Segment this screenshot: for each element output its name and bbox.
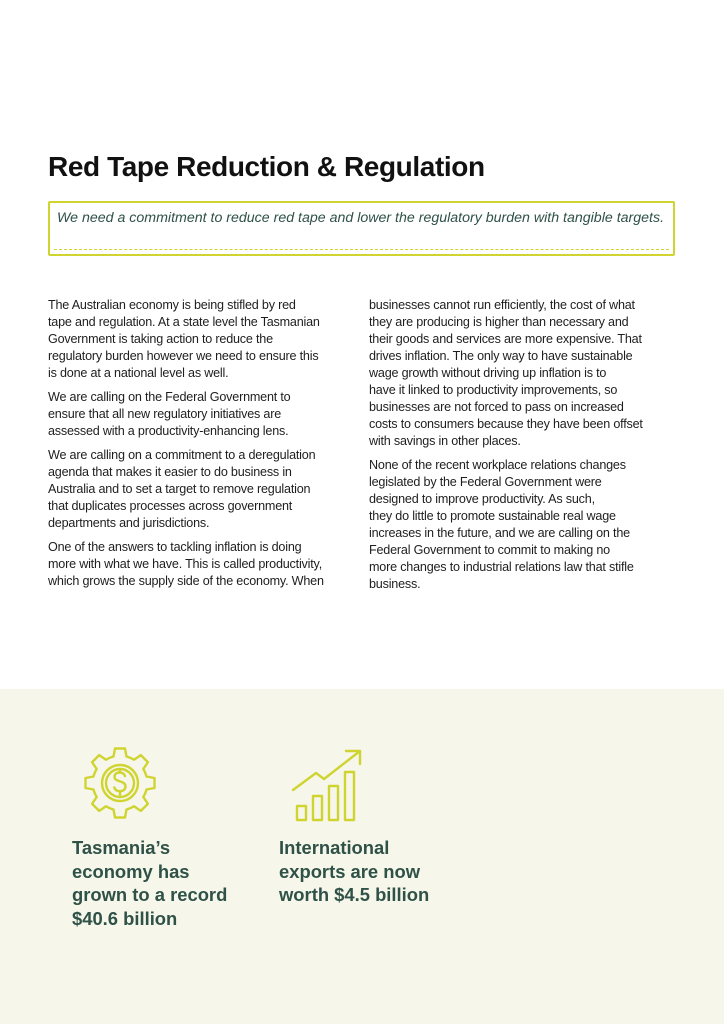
stat-exports <box>279 836 429 907</box>
stat-line: exports are now <box>279 860 421 882</box>
stat-line: $40.6 billion <box>72 907 178 929</box>
text-line: designed to improve productivity. As such, <box>369 492 595 506</box>
stat-line: Tasmania’s <box>72 837 171 858</box>
text-line: with savings in other places. <box>369 434 521 448</box>
page-title: Red Tape Reduction & Regulation <box>48 151 485 182</box>
text-line: ensure that all new regulatory initiatives are <box>48 407 282 421</box>
text-line: legislated by the Federal Government were <box>369 475 602 489</box>
text-line: is done at a national level as well. <box>48 366 229 380</box>
text-line: increases in the future, and we are calling on the <box>369 526 630 540</box>
callout-box <box>48 201 675 256</box>
growth-chart-icon <box>290 748 366 824</box>
text-line: they are producing is higher than necessary and <box>369 315 629 329</box>
text-line: Government is taking action to reduce the <box>48 332 273 346</box>
text-line: costs to consumers because they have been offset <box>369 417 643 431</box>
text-line: regulatory burden however we need to ensure this <box>48 349 319 363</box>
text-line: business. <box>369 577 421 591</box>
text-line: agenda that makes it easier to do business in <box>48 465 292 479</box>
text-line: Australia and to set a target to remove regulation <box>48 482 311 496</box>
paragraph <box>48 447 360 532</box>
paragraph <box>48 389 360 440</box>
callout-text <box>57 209 669 228</box>
right-column <box>369 297 681 600</box>
stat-line: International <box>279 837 390 858</box>
text-line: We are calling on a commitment to a deregulation <box>48 448 316 462</box>
text-line: they do little to promote sustainable real wage <box>369 509 616 523</box>
text-line: drives inflation. The only way to have sustainable <box>369 349 633 363</box>
text-line: Federal Government to commit to making no <box>369 543 610 557</box>
callout-line: We need a commitment to reduce red tape and lower the regulatory burden with tangible <box>57 210 613 226</box>
paragraph <box>369 457 681 593</box>
text-line: their goods and services are more expensive. That <box>369 332 642 346</box>
text-line: assessed with a productivity-enhancing lens. <box>48 424 289 438</box>
left-column <box>48 297 360 597</box>
text-line: None of the recent workplace relations changes <box>369 458 626 472</box>
text-line: more with what we have. This is called productivity, <box>48 557 323 571</box>
paragraph <box>369 297 681 450</box>
text-line: have it linked to productivity improvements, so <box>369 383 618 397</box>
text-line: businesses cannot run efficiently, the cost of what <box>369 298 635 312</box>
stat-line: grown to a record <box>72 884 228 905</box>
text-line: tape and regulation. At a state level the Tasmanian <box>48 315 320 329</box>
text-line: departments and jurisdictions. <box>48 516 210 530</box>
text-line: The Australian economy is being stifled by red <box>48 298 296 312</box>
callout-divider <box>54 249 669 250</box>
stat-line: worth $4.5 billion <box>279 884 430 905</box>
text-line: We are calling on the Federal Government to <box>48 390 291 404</box>
text-line: more changes to industrial relations law that stifle <box>369 560 634 574</box>
paragraph <box>48 297 360 382</box>
gear-dollar-icon <box>84 747 156 819</box>
text-line: which grows the supply side of the economy. When <box>48 574 324 588</box>
text-line: businesses are not forced to pass on increased <box>369 400 624 414</box>
stat-line: economy has <box>72 860 190 882</box>
text-line: that duplicates processes across government <box>48 499 293 513</box>
paragraph <box>48 539 360 590</box>
stat-economy <box>72 836 227 930</box>
text-line: One of the answers to tackling inflation is doing <box>48 540 302 554</box>
callout-line: targets. <box>616 210 665 226</box>
text-line: wage growth without driving up inflation is to <box>369 366 607 380</box>
